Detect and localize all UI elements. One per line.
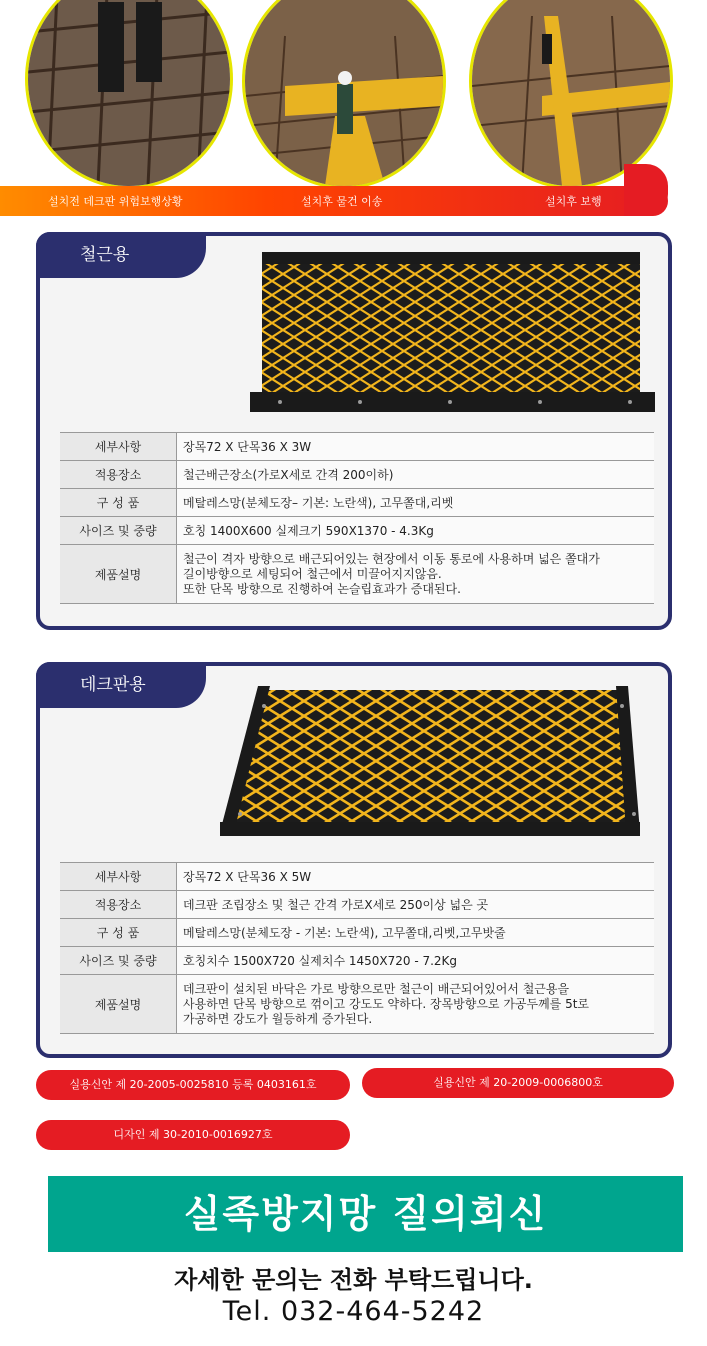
inquiry-subtitle: 자세한 문의는 전화 부탁드립니다. bbox=[174, 1266, 533, 1294]
deck-spec-table bbox=[60, 862, 654, 1034]
spec-description bbox=[177, 545, 655, 604]
photo-before-install bbox=[28, 0, 230, 186]
caption-before: 설치전 데크판 위험보행상황 bbox=[48, 195, 183, 208]
spec-value: 장목72 X 단목36 X 5W bbox=[177, 863, 655, 891]
spec-row bbox=[60, 461, 654, 489]
utility-patent-badge-2: 실용신안 제 20-2009-0006800호 bbox=[362, 1068, 674, 1098]
deck-tab-title: 데크판용 bbox=[36, 662, 206, 708]
spec-label: 적용장소 bbox=[60, 891, 177, 919]
desc-line: 가공하면 강도가 월등하게 증가된다. bbox=[183, 1011, 373, 1026]
spec-label: 구 성 품 bbox=[60, 919, 177, 947]
spec-row bbox=[60, 891, 654, 919]
spec-label: 세부사항 bbox=[60, 863, 177, 891]
spec-value: 메탈레스망(분체도장– 기본: 노란색), 고무쫄대,리벳 bbox=[177, 489, 655, 517]
inquiry-title-banner: 실족방지망 질의회신 bbox=[48, 1176, 683, 1252]
spec-value: 호칭치수 1500X720 실제치수 1450X720 - 7.2Kg bbox=[177, 947, 655, 975]
photo-strip bbox=[0, 0, 707, 232]
spec-row bbox=[60, 517, 654, 545]
spec-row bbox=[60, 489, 654, 517]
desc-line: 사용하면 단목 방향으로 꺾이고 강도도 약하다. 장목방향으로 가공두께를 5t로 bbox=[183, 996, 590, 1011]
spec-value: 호칭 1400X600 실제크기 590X1370 - 4.3Kg bbox=[177, 517, 655, 545]
spec-value: 철근배근장소(가로X세로 간격 200이하) bbox=[177, 461, 655, 489]
rebar-spec-table bbox=[60, 432, 654, 604]
spec-value: 장목72 X 단목36 X 3W bbox=[177, 433, 655, 461]
spec-row bbox=[60, 919, 654, 947]
spec-label: 적용장소 bbox=[60, 461, 177, 489]
rebar-mesh-image bbox=[250, 246, 655, 418]
desc-line: 철근이 격자 방향으로 배근되어있는 현장에서 이동 통로에 사용하며 넓은 쫄대가 bbox=[183, 551, 600, 566]
spec-row bbox=[60, 433, 654, 461]
spec-row bbox=[60, 545, 654, 604]
deck-mesh-image bbox=[220, 686, 640, 842]
spec-row bbox=[60, 863, 654, 891]
spec-value: 데크판 조립장소 및 철근 간격 가로X세로 250이상 넓은 곳 bbox=[177, 891, 655, 919]
spec-label: 사이즈 및 중량 bbox=[60, 517, 177, 545]
rebar-tab-title: 철근용 bbox=[36, 232, 206, 278]
spec-label: 사이즈 및 중량 bbox=[60, 947, 177, 975]
spec-row bbox=[60, 947, 654, 975]
photo-after-transport bbox=[245, 0, 443, 186]
spec-label: 제품설명 bbox=[60, 975, 177, 1034]
caption-transport: 설치후 물건 이송 bbox=[301, 195, 383, 208]
phone-number[interactable]: Tel. 032-464-5242 bbox=[222, 1296, 485, 1327]
spec-label: 세부사항 bbox=[60, 433, 177, 461]
deck-product-panel bbox=[36, 662, 672, 1058]
spec-value: 메탈레스망(분체도장 - 기본: 노란색), 고무쫄대,리벳,고무밧줄 bbox=[177, 919, 655, 947]
design-patent-badge: 디자인 제 30-2010-0016927호 bbox=[36, 1120, 350, 1150]
desc-line: 길이방향으로 세팅되어 철근에서 미끌어지지않음. bbox=[183, 566, 442, 581]
spec-label: 제품설명 bbox=[60, 545, 177, 604]
photo-after-walk bbox=[472, 0, 670, 186]
desc-line: 데크판이 설치된 바닥은 가로 방향으로만 철근이 배근되어있어서 철근용을 bbox=[183, 981, 570, 996]
utility-patent-badge-1: 실용신안 제 20-2005-0025810 등록 0403161호 bbox=[36, 1070, 350, 1100]
caption-walk: 설치후 보행 bbox=[545, 195, 602, 208]
spec-label: 구 성 품 bbox=[60, 489, 177, 517]
spec-row bbox=[60, 975, 654, 1034]
desc-line: 또한 단목 방향으로 진행하여 논슬립효과가 증대된다. bbox=[183, 581, 461, 596]
rebar-product-panel bbox=[36, 232, 672, 630]
spec-description bbox=[177, 975, 655, 1034]
